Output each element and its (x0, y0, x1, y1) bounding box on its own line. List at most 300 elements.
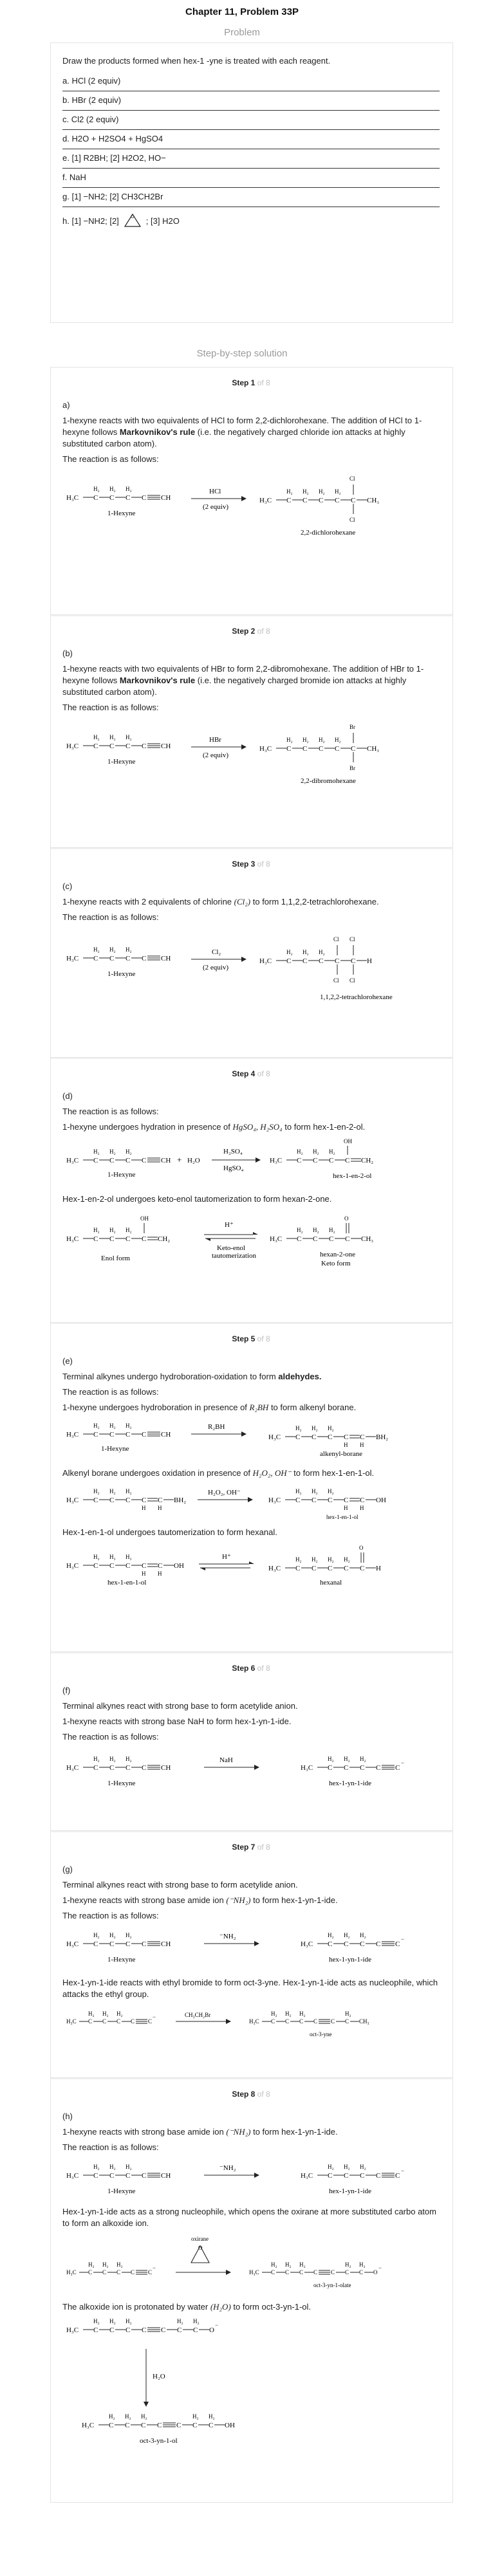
svg-text:C: C (360, 1496, 365, 1504)
svg-text:C: C (286, 745, 292, 753)
svg-text:alkenyl-borane: alkenyl-borane (320, 1450, 362, 1458)
svg-text:H₃C: H₃C (66, 742, 79, 750)
page-title: Chapter 11, Problem 33P (185, 6, 299, 17)
reaction-hbr (62, 717, 442, 801)
svg-text:C: C (102, 2018, 107, 2025)
svg-text:H₂: H₂ (126, 734, 132, 741)
reaction-oxidation (62, 1483, 442, 1523)
reaction-amide (62, 1926, 442, 1973)
svg-text:H₂: H₂ (328, 1425, 334, 1431)
step-8-text-2: The reaction is as follows: (62, 2142, 159, 2152)
svg-text:H₂: H₂ (285, 2261, 292, 2268)
svg-text:H₂: H₂ (88, 2261, 95, 2268)
svg-text:H₂: H₂ (328, 1488, 334, 1495)
svg-text:O: O (359, 1545, 364, 1551)
svg-text:CH₂: CH₂ (158, 1235, 171, 1243)
svg-text:H₂: H₂ (93, 946, 100, 953)
svg-text:H₂: H₂ (177, 2318, 183, 2324)
svg-text:C: C (109, 1235, 115, 1243)
svg-text:H₂: H₂ (295, 1425, 302, 1431)
step-5-header: Step 5 of 8 (232, 1334, 270, 1343)
svg-text:1-Hexyne: 1-Hexyne (107, 1956, 136, 1964)
svg-text:C: C (93, 1496, 98, 1504)
svg-text:C: C (335, 745, 340, 753)
svg-text:H₃C: H₃C (66, 1562, 79, 1570)
step-7-part: (g) (62, 1864, 73, 1874)
step-4-text-2: 1-hexyne undergoes hydration in presence of HgSO₄, H₂SO₄ to form hex-1-en-2-ol. (62, 1122, 366, 1132)
svg-text:H₂: H₂ (109, 734, 116, 741)
step-2-header: Step 2 of 8 (232, 627, 270, 636)
step-1-text-1: 1-hexyne reacts with two equivalents of HCl to form 2,2-dichlorohexane. The addition of HCl to 1-hexyne follows Markovnikov's rule (i.e. the negatively charged chloride ion attacks at highly substituted carbon atom). (62, 416, 422, 448)
svg-text:H₂: H₂ (141, 2413, 147, 2420)
svg-text:C: C (331, 2269, 335, 2276)
problem-part-c: c. Cl2 (2 equiv) (62, 111, 440, 130)
svg-text:H₃C: H₃C (301, 1764, 313, 1772)
svg-text:H₂: H₂ (313, 1227, 319, 1233)
svg-text:CH₃: CH₃ (359, 2018, 369, 2025)
svg-text:H₂: H₂ (192, 2413, 199, 2420)
svg-text:H₂: H₂ (271, 2261, 277, 2268)
svg-text:C: C (319, 497, 324, 504)
svg-text:C: C (109, 2172, 115, 2180)
svg-text:H₃C: H₃C (301, 2172, 313, 2180)
svg-text:OH: OH (140, 1215, 149, 1222)
svg-text:hex-1-en-1-ol: hex-1-en-1-ol (326, 1514, 358, 1520)
svg-text:C: C (344, 2172, 349, 2180)
svg-text:CH₃CH₂Br: CH₃CH₂Br (185, 2012, 211, 2018)
svg-text:C: C (148, 2018, 153, 2025)
part-h-prefix: h. [1] −NH2; [2] (62, 216, 119, 226)
svg-text:C: C (93, 2172, 98, 2180)
step-5 (50, 1323, 453, 1652)
svg-text:H₃C: H₃C (66, 1940, 79, 1948)
svg-text:C: C (360, 1940, 365, 1948)
svg-text:H₂: H₂ (319, 949, 325, 955)
svg-text:C: C (344, 1496, 349, 1504)
step-7-text-2: 1-hexyne reacts with strong base amide ion (⁻NH₂) to form hex-1-yn-1-ide. (62, 1895, 338, 1905)
svg-text:H: H (344, 1505, 348, 1511)
svg-text:H₃C: H₃C (259, 957, 272, 965)
svg-text:H₂: H₂ (109, 1756, 116, 1762)
svg-text:H₂: H₂ (102, 2010, 109, 2017)
svg-text:C: C (109, 1157, 115, 1164)
reactant-c2: C (109, 494, 115, 502)
svg-text:C: C (344, 1433, 349, 1441)
product-h3c: H₃C (259, 497, 272, 504)
svg-text:BH₂: BH₂ (376, 1433, 389, 1441)
step-7-text-1: Terminal alkynes react with strong base to form acetylide anion. (62, 1880, 298, 1890)
svg-text:C: C (93, 1431, 98, 1439)
svg-text:C: C (395, 2172, 400, 2180)
svg-text:C: C (344, 1565, 349, 1572)
svg-text:CH: CH (161, 742, 171, 750)
step-8-part: (h) (62, 2111, 73, 2121)
svg-text:O: O (209, 2326, 214, 2334)
svg-text:C: C (271, 2018, 275, 2025)
svg-text:O: O (198, 2245, 203, 2251)
svg-text:C: C (109, 742, 115, 750)
svg-text:−: − (215, 2322, 219, 2328)
svg-text:1-Hexyne: 1-Hexyne (107, 970, 136, 978)
svg-text:H: H (360, 1442, 364, 1448)
reactant-h2-1: H₂ (93, 486, 100, 492)
svg-text:H₃C: H₃C (249, 2018, 259, 2025)
svg-text:OH: OH (225, 2422, 235, 2429)
svg-text:C: C (351, 745, 356, 753)
svg-text:Enol form: Enol form (101, 1255, 130, 1262)
svg-text:H₃C: H₃C (301, 1940, 313, 1948)
svg-text:C: C (329, 1235, 334, 1243)
svg-text:C: C (359, 2269, 364, 2276)
svg-text:H₂: H₂ (344, 1932, 350, 1938)
svg-text:C: C (125, 2422, 130, 2429)
svg-text:H₂: H₂ (286, 737, 293, 743)
problem-part-d: d. H2O + H2SO4 + HgSO4 (62, 130, 440, 149)
svg-text:H₂: H₂ (126, 946, 132, 953)
svg-text:C: C (126, 1496, 131, 1504)
svg-text:C: C (93, 1764, 98, 1772)
svg-text:oct-3-yn-1-olate: oct-3-yn-1-olate (313, 2282, 351, 2288)
svg-text:C: C (161, 2326, 166, 2334)
svg-text:C: C (142, 1764, 147, 1772)
svg-text:H₂: H₂ (88, 2010, 95, 2017)
step-1-label: Step 1 (232, 378, 256, 387)
svg-text:C: C (192, 2422, 198, 2429)
svg-text:C: C (313, 2018, 318, 2025)
svg-text:C: C (351, 957, 356, 965)
svg-text:C: C (328, 1940, 333, 1948)
product-name: 2,2-dichlorohexane (301, 529, 356, 537)
svg-text:H⁺: H⁺ (225, 1221, 234, 1229)
svg-text:H₂: H₂ (126, 1488, 132, 1495)
step-6-text-3: The reaction is as follows: (62, 1732, 159, 1742)
svg-text:C: C (126, 1157, 131, 1164)
svg-text:−: − (153, 2265, 156, 2271)
svg-text:Keto-enol: Keto-enol (217, 1244, 245, 1252)
step-5-text-2: The reaction is as follows: (62, 1387, 159, 1397)
product-cl-bottom: Cl (349, 517, 355, 523)
svg-text:C: C (142, 2326, 147, 2334)
svg-text:H₂: H₂ (93, 1756, 100, 1762)
svg-text:H₂: H₂ (328, 1756, 334, 1762)
reaction-tautomer-hexanal (62, 1542, 442, 1594)
step-7 (50, 1831, 453, 2078)
svg-text:C: C (109, 1764, 115, 1772)
step-8-header: Step 8 of 8 (232, 2090, 270, 2099)
svg-text:C: C (299, 2269, 304, 2276)
svg-text:CH: CH (161, 955, 171, 962)
svg-text:Cl₂: Cl₂ (212, 948, 221, 956)
step-5-text-1: Terminal alkynes undergo hydroboration-oxidation to form aldehydes. (62, 1372, 322, 1381)
step-2-part: (b) (62, 649, 73, 658)
svg-text:C: C (329, 1157, 334, 1164)
svg-text:H₂: H₂ (344, 2164, 350, 2170)
step-6 (50, 1652, 453, 1831)
problem-part-h (62, 207, 440, 234)
reactant-name: 1-Hexyne (107, 510, 136, 517)
svg-text:C: C (312, 1433, 317, 1441)
svg-text:C: C (376, 1764, 381, 1772)
step-1-total: of 8 (257, 378, 270, 387)
svg-text:H₂: H₂ (295, 1488, 302, 1495)
svg-text:C: C (297, 1157, 302, 1164)
svg-text:H₂: H₂ (125, 2413, 131, 2420)
svg-text:H₂: H₂ (93, 1932, 100, 1938)
svg-text:H₂: H₂ (329, 1148, 335, 1155)
svg-text:H₂: H₂ (328, 1556, 334, 1563)
svg-text:C: C (328, 1433, 333, 1441)
svg-text:C: C (158, 1562, 163, 1570)
svg-text:H₂: H₂ (271, 2010, 277, 2017)
svg-text:H₂: H₂ (116, 2010, 123, 2017)
oxirane-o-label: O (130, 215, 135, 219)
svg-text:2,2-dibromohexane: 2,2-dibromohexane (301, 777, 356, 785)
svg-text:tautomerization: tautomerization (212, 1252, 257, 1260)
svg-text:BH₂: BH₂ (174, 1496, 187, 1504)
svg-text:C: C (102, 2269, 107, 2276)
svg-text:H₃C: H₃C (82, 2422, 95, 2429)
svg-text:H₂: H₂ (93, 1554, 100, 1560)
product-cl-top: Cl (349, 475, 355, 482)
svg-text:H₂: H₂ (109, 946, 116, 953)
svg-text:⁻NH₂: ⁻NH₂ (219, 2164, 236, 2172)
step-4-header: Step 4 of 8 (232, 1069, 270, 1078)
svg-text:C: C (209, 2422, 214, 2429)
svg-text:H₂: H₂ (344, 1556, 350, 1563)
svg-text:C: C (142, 1496, 147, 1504)
svg-text:H: H (158, 1570, 162, 1577)
svg-text:NaH: NaH (219, 1756, 233, 1764)
svg-text:H₂: H₂ (344, 1756, 350, 1762)
svg-text:H₂: H₂ (126, 1227, 132, 1233)
svg-text:oct-3-yn-1-ol: oct-3-yn-1-ol (140, 2437, 178, 2445)
svg-text:C: C (319, 745, 324, 753)
svg-text:H₂: H₂ (93, 1488, 100, 1495)
step-7-header: Step 7 of 8 (232, 1843, 270, 1852)
reactant-c3: C (126, 494, 131, 502)
reaction-cl2 (62, 927, 442, 1011)
svg-text:C: C (177, 2326, 182, 2334)
svg-text:C: C (126, 1940, 131, 1948)
svg-text:hex-1-en-1-ol: hex-1-en-1-ol (107, 1579, 147, 1587)
reactant-h2-2: H₂ (109, 486, 116, 492)
svg-text:CH: CH (161, 1764, 171, 1772)
svg-text:H₃C: H₃C (66, 1764, 79, 1772)
reaction-ethyl-bromide (62, 2004, 442, 2043)
svg-text:H₂: H₂ (319, 488, 325, 495)
svg-text:H₂: H₂ (109, 1932, 116, 1938)
svg-text:H₂: H₂ (285, 2010, 292, 2017)
svg-text:H₂: H₂ (126, 2318, 132, 2324)
step-3-text-1: 1-hexyne reacts with 2 equivalents of chlorine (Cl₂) to form 1,1,2,2-tetrachlorohexane. (62, 897, 379, 906)
svg-text:C: C (126, 2172, 131, 2180)
svg-text:H₂: H₂ (93, 2164, 100, 2170)
svg-text:H₂: H₂ (359, 2261, 366, 2268)
svg-text:CH: CH (161, 1940, 171, 1948)
step-1-header (62, 368, 440, 395)
svg-text:H₃C: H₃C (268, 1565, 281, 1572)
step-5-text-5: Hex-1-en-1-ol undergoes tautomerization to form hexanal. (62, 1527, 277, 1537)
svg-text:C: C (93, 2326, 98, 2334)
svg-text:H₂: H₂ (328, 1932, 334, 1938)
svg-text:Cl: Cl (349, 936, 355, 943)
svg-text:H₂: H₂ (286, 949, 293, 955)
svg-text:C: C (93, 955, 98, 962)
problem-intro: Draw the products formed when hex-1 -yne is treated with each reagent. (62, 56, 331, 66)
svg-text:C: C (176, 2422, 182, 2429)
step-1 (50, 367, 453, 615)
svg-text:H₂: H₂ (109, 1422, 116, 1429)
svg-text:H₂: H₂ (299, 2010, 306, 2017)
svg-text:C: C (109, 1496, 115, 1504)
svg-text:H₂O: H₂O (153, 2373, 165, 2380)
step-4-text-1: The reaction is as follows: (62, 1107, 159, 1116)
svg-text:C: C (142, 2172, 147, 2180)
svg-text:H₂: H₂ (329, 1227, 335, 1233)
svg-text:C: C (93, 1235, 98, 1243)
svg-text:−: − (401, 2167, 405, 2174)
solution-heading: Step-by-step solution (196, 348, 288, 359)
svg-text:C: C (312, 1496, 317, 1504)
svg-text:C: C (285, 2269, 290, 2276)
svg-text:CH₃: CH₃ (361, 1235, 374, 1243)
step-8-text-4: The alkoxide ion is protonated by water (H₂O) to form oct-3-yn-1-ol. (62, 2302, 312, 2312)
step-6-text-2: 1-hexyne reacts with strong base NaH to form hex-1-yn-1-ide. (62, 1716, 292, 1726)
svg-text:H₃C: H₃C (66, 2172, 79, 2180)
svg-text:−: − (401, 1936, 405, 1942)
svg-text:Keto form: Keto form (321, 1260, 351, 1267)
svg-text:HBr: HBr (209, 736, 221, 744)
reaction-amide-h (62, 2157, 442, 2202)
svg-text:1-Hexyne: 1-Hexyne (101, 1445, 129, 1453)
svg-text:C: C (331, 2018, 335, 2025)
reagent-equiv: (2 equiv) (203, 503, 229, 511)
svg-text:OH: OH (376, 1496, 386, 1504)
svg-text:C: C (285, 2018, 290, 2025)
svg-text:H₃C: H₃C (66, 2269, 77, 2276)
svg-text:H₂: H₂ (93, 1422, 100, 1429)
step-3-part: (c) (62, 881, 73, 891)
step-6-part: (f) (62, 1686, 71, 1695)
svg-text:H₃C: H₃C (66, 1431, 79, 1439)
svg-text:⁻NH₂: ⁻NH₂ (219, 1933, 236, 1940)
svg-text:Cl: Cl (333, 936, 339, 943)
svg-text:C: C (109, 2422, 114, 2429)
svg-text:H₃C: H₃C (270, 1235, 283, 1243)
svg-text:C: C (328, 1496, 333, 1504)
svg-text:H₃C: H₃C (66, 2326, 79, 2334)
svg-text:H: H (142, 1570, 146, 1577)
reactant-c1: C (93, 494, 98, 502)
step-4-part: (d) (62, 1091, 73, 1101)
svg-text:H₂: H₂ (109, 1148, 116, 1155)
step-1-part: a) (62, 400, 70, 410)
svg-text:H₃C: H₃C (270, 1157, 283, 1164)
step-5-text-4: Alkenyl borane undergoes oxidation in presence of H₂O₂, OH⁻ to form hex-1-en-1-ol. (62, 1468, 375, 1478)
svg-text:H₂: H₂ (109, 1488, 116, 1495)
svg-text:O: O (373, 2269, 378, 2276)
svg-text:H₂: H₂ (116, 2261, 123, 2268)
svg-text:C: C (297, 1235, 302, 1243)
svg-text:C: C (286, 497, 292, 504)
step-2-text-2: The reaction is as follows: (62, 703, 159, 712)
step-2 (50, 615, 453, 848)
svg-text:H: H (158, 1505, 162, 1511)
svg-text:H: H (360, 1505, 364, 1511)
svg-text:C: C (109, 2326, 115, 2334)
svg-text:(2 equiv): (2 equiv) (203, 964, 229, 971)
step-5-part: (e) (62, 1356, 73, 1366)
step-4-text-3: Hex-1-en-2-ol undergoes keto-enol tautomerization to form hexan-2-one. (62, 1194, 332, 1204)
svg-text:H₂: H₂ (319, 737, 325, 743)
svg-text:H₂: H₂ (302, 737, 309, 743)
svg-text:hexan-2-one: hexan-2-one (320, 1251, 355, 1258)
step-3 (50, 848, 453, 1058)
step-4 (50, 1058, 453, 1323)
svg-text:C: C (302, 745, 308, 753)
svg-text:O: O (344, 1215, 349, 1222)
svg-text:H₂: H₂ (312, 1556, 318, 1563)
svg-text:H₃C: H₃C (66, 1157, 79, 1164)
svg-text:−: − (153, 2014, 156, 2020)
reactant-h2-3: H₂ (126, 486, 132, 492)
step-2-text-1: 1-hexyne reacts with two equivalents of HBr to form 2,2-dibromohexane. The addition of HBr to 1-hexyne follows Markovnikov's rule (i.e. the negatively charged bromide ion attacks at highly substituted carbon atom). (62, 664, 424, 697)
svg-text:H₂: H₂ (345, 2261, 351, 2268)
svg-text:C: C (158, 1496, 163, 1504)
svg-text:H₂SO₄: H₂SO₄ (223, 1148, 243, 1155)
svg-text:C: C (335, 497, 340, 504)
svg-text:C: C (126, 742, 131, 750)
svg-text:H₂: H₂ (297, 1227, 303, 1233)
svg-text:C: C (345, 1157, 350, 1164)
svg-text:C: C (93, 1940, 98, 1948)
reaction-oxirane (62, 2233, 442, 2297)
svg-text:hex-1-yn-1-ide: hex-1-yn-1-ide (329, 1780, 371, 1787)
svg-text:hex-1-yn-1-ide: hex-1-yn-1-ide (329, 1956, 371, 1964)
svg-text:H₂: H₂ (102, 2261, 109, 2268)
svg-text:C: C (142, 742, 147, 750)
svg-text:H₂: H₂ (109, 2413, 115, 2420)
svg-text:H₂: H₂ (295, 1556, 302, 1563)
svg-text:H₂: H₂ (286, 488, 293, 495)
svg-text:H: H (344, 1442, 348, 1448)
svg-text:C: C (93, 1157, 98, 1164)
svg-text:Br: Br (349, 724, 355, 730)
svg-text:H₂: H₂ (109, 2318, 116, 2324)
svg-text:C: C (126, 1764, 131, 1772)
svg-text:C: C (93, 742, 98, 750)
svg-text:C: C (271, 2269, 275, 2276)
svg-text:C: C (148, 2269, 153, 2276)
svg-text:H₂: H₂ (360, 1932, 366, 1938)
svg-text:hex-1-en-2-ol: hex-1-en-2-ol (333, 1172, 372, 1180)
reactant-h3c: H₃C (66, 494, 79, 502)
svg-text:H₂: H₂ (109, 1554, 116, 1560)
svg-text:H₂: H₂ (193, 2318, 200, 2324)
svg-text:C: C (88, 2018, 93, 2025)
svg-text:H₂: H₂ (302, 949, 309, 955)
svg-text:H₃C: H₃C (66, 1496, 79, 1504)
step-5-text-3: 1-hexyne undergoes hydroboration in presence of R₂BH to form alkenyl borane. (62, 1403, 357, 1412)
step-7-text-3: The reaction is as follows: (62, 1911, 159, 1920)
svg-text:H₂: H₂ (328, 2164, 334, 2170)
problem-panel (50, 42, 453, 323)
svg-text:C: C (109, 955, 115, 962)
svg-text:H₂: H₂ (312, 1425, 318, 1431)
svg-text:H₂: H₂ (209, 2413, 215, 2420)
product-ch3: CH₃ (367, 497, 380, 504)
step-8-text-3: Hex-1-yn-1-ide acts as a strong nucleophile, which opens the oxirane at more substituted carbo atom to form an alkoxide ion. (62, 2207, 436, 2228)
